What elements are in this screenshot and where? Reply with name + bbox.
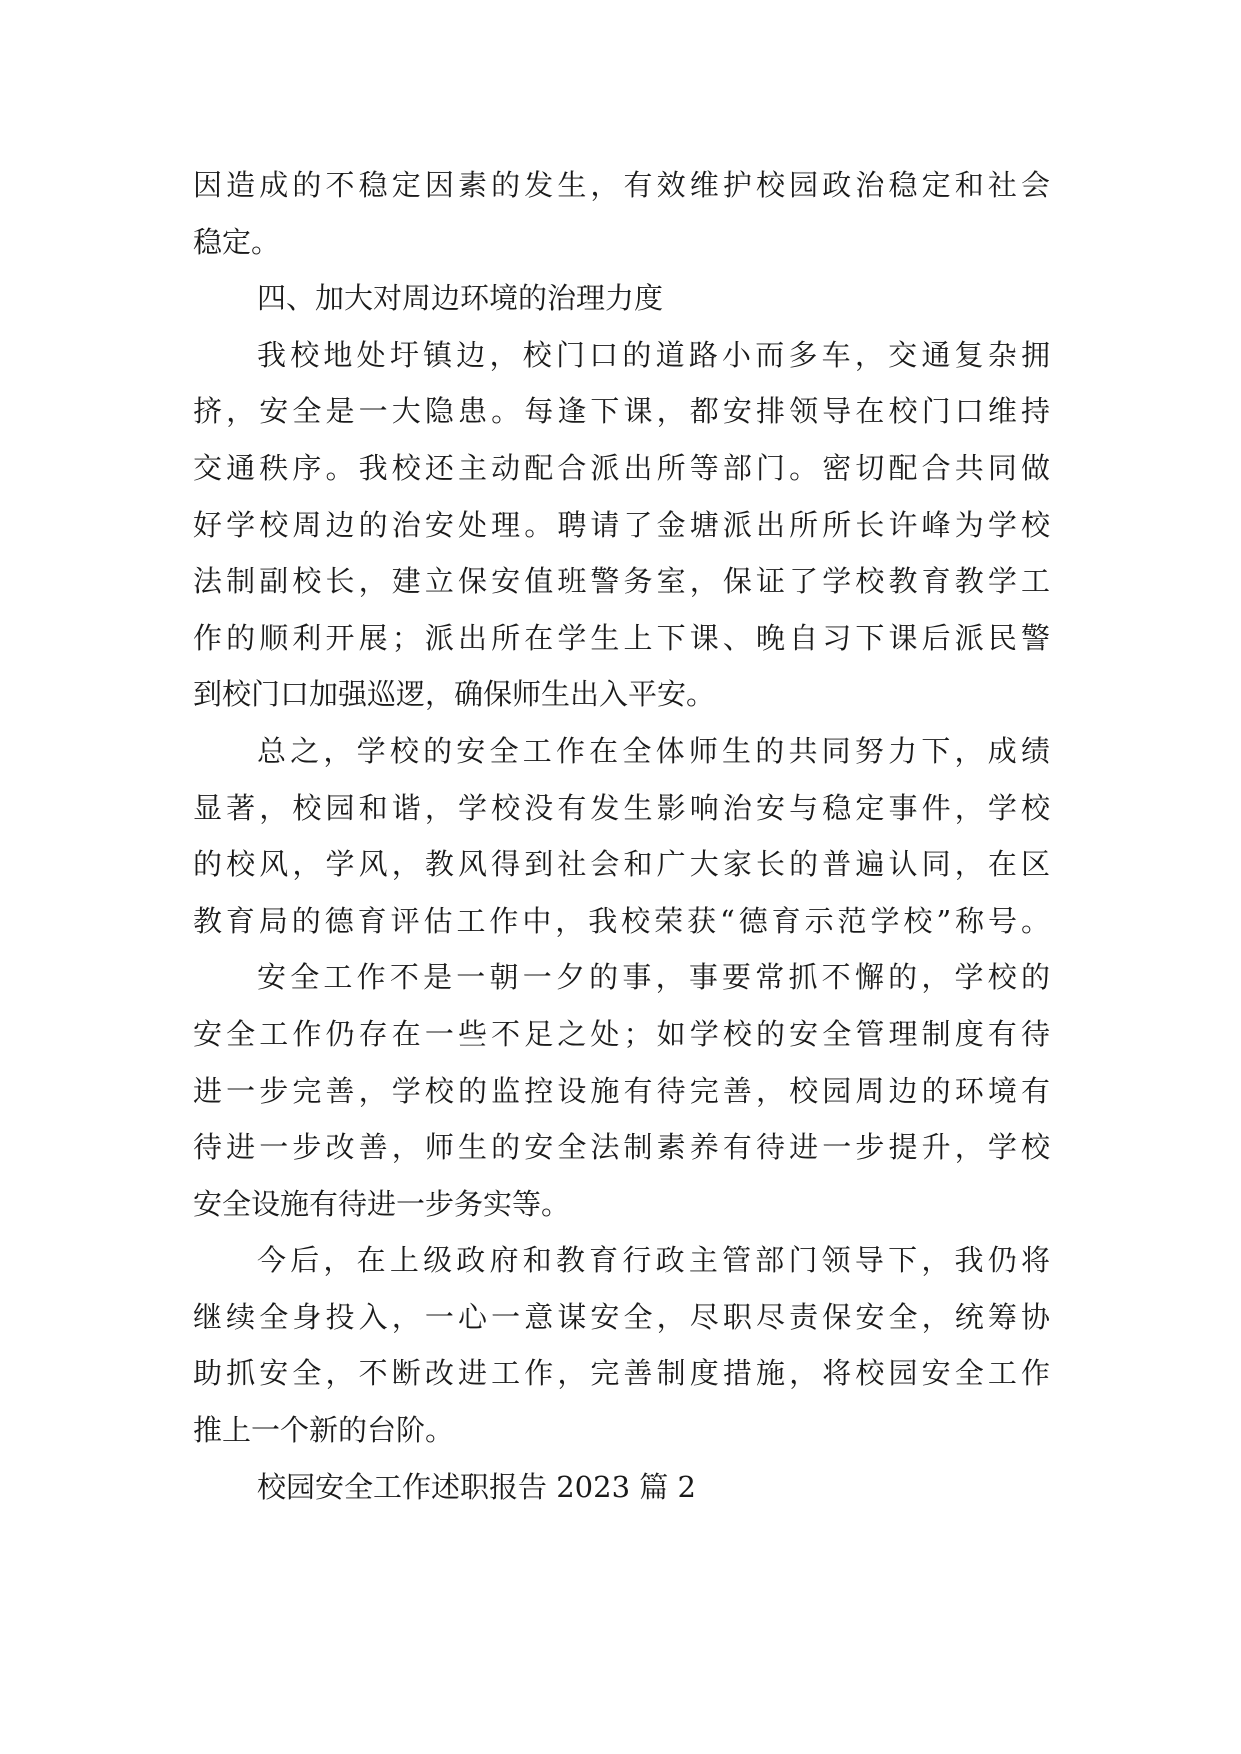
text-line: 助抓安全，不断改进工作，完善制度措施，将校园安全工作 bbox=[193, 1356, 1050, 1391]
text-line: 进一步完善，学校的监控设施有待完善，校园周边的环境有 bbox=[193, 1073, 1050, 1108]
text-line: 因造成的不稳定因素的发生，有效维护校园政治稳定和社会 bbox=[193, 168, 1050, 202]
text-line: 显著，校园和谐，学校没有发生影响治安与稳定事件，学校 bbox=[193, 790, 1050, 825]
text-line: 法制副校长，建立保安值班警务室，保证了学校教育教学工 bbox=[193, 564, 1050, 599]
document-body bbox=[193, 157, 1050, 1515]
text-line: 安全工作不是一朝一夕的事，事要常抓不懈的，学校的 bbox=[257, 960, 1050, 995]
section-heading: 四、加大对周边环境的治理力度 bbox=[257, 281, 664, 316]
text-line: 的校风，学风，教风得到社会和广大家长的普遍认同，在区 bbox=[193, 847, 1050, 882]
text-line: 稳定。 bbox=[193, 224, 281, 259]
text-line: 好学校周边的治安处理。聘请了金塘派出所所长许峰为学校 bbox=[193, 507, 1050, 542]
text-line: 继续全身投入，一心一意谋安全，尽职尽责保安全，统筹协 bbox=[193, 1299, 1050, 1334]
text-line: 总之，学校的安全工作在全体师生的共同努力下，成绩 bbox=[257, 733, 1050, 768]
text-line: 到校门口加强巡逻，确保师生出入平安。 bbox=[193, 677, 716, 712]
text-line: 交通秩序。我校还主动配合派出所等部门。密切配合共同做 bbox=[193, 450, 1050, 485]
text-line: 教育局的德育评估工作中，我校荣获“德育示范学校”称号。 bbox=[193, 903, 1050, 938]
text-line: 今后，在上级政府和教育行政主管部门领导下，我仍将 bbox=[257, 1243, 1050, 1278]
text-line: 安全工作仍存在一些不足之处；如学校的安全管理制度有待 bbox=[193, 1016, 1050, 1051]
text-line: 作的顺利开展；派出所在学生上下课、晚自习下课后派民警 bbox=[193, 620, 1050, 655]
text-line: 我校地处圩镇边，校门口的道路小而多车，交通复杂拥 bbox=[257, 337, 1050, 372]
text-line: 推上一个新的台阶。 bbox=[193, 1413, 455, 1448]
text-line: 挤，安全是一大隐患。每逢下课，都安排领导在校门口维持 bbox=[193, 394, 1050, 429]
text-line: 安全设施有待进一步务实等。 bbox=[193, 1186, 571, 1221]
section-heading: 校园安全工作述职报告 2023 篇 2 bbox=[257, 1469, 696, 1504]
text-line: 待进一步改善，师生的安全法制素养有待进一步提升，学校 bbox=[193, 1130, 1050, 1165]
